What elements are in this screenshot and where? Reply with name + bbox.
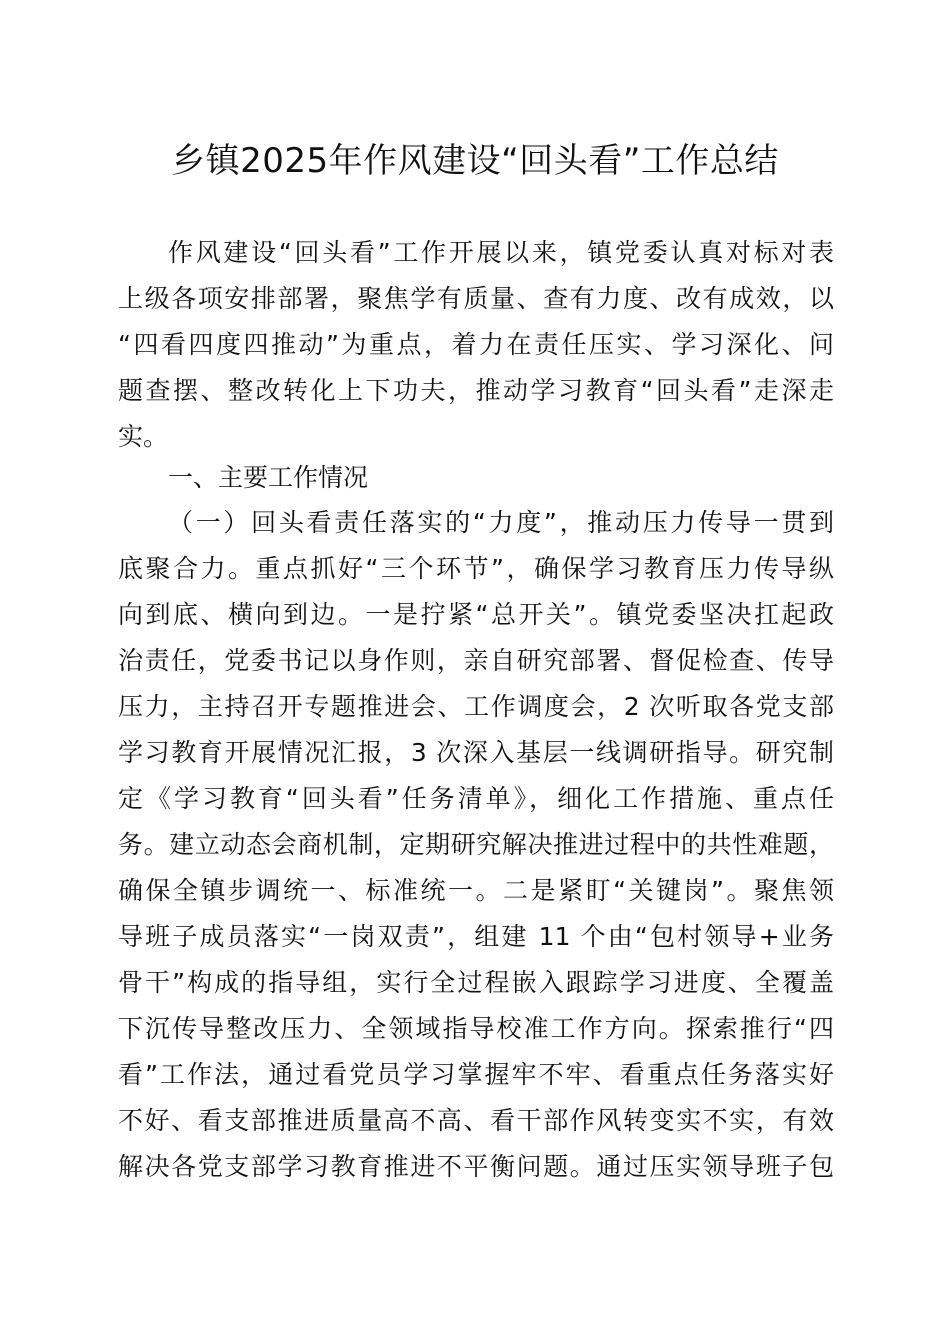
paragraph-line: 治责任，党委书记以身作则，亲自研究部署、督促检查、传导 [118, 646, 834, 675]
section1-paragraph [118, 500, 834, 1190]
section-heading-block [118, 455, 834, 501]
paragraph-line: 定《学习教育“回头看”任务清单》，细化工作措施、重点任 [118, 784, 834, 813]
paragraph-line: 作风建设“回头看”工作开展以来，镇党委认真对标对表 [168, 238, 834, 267]
paragraph-line: 上级各项安排部署，聚焦学有质量、查有力度、改有成效，以 [118, 284, 834, 313]
paragraph-line: “四看四度四推动”为重点，着力在责任压实、学习深化、问 [118, 330, 834, 359]
paragraph-line: 看”工作法，通过看党员学习掌握牢不牢、看重点任务落实好 [118, 1060, 834, 1089]
paragraph-line: （一）回头看责任落实的“力度”，推动压力传导一贯到 [168, 508, 834, 537]
paragraph-line: 务。建立动态会商机制，定期研究解决推进过程中的共性难题， [118, 830, 834, 859]
document-title: 乡镇2025年作风建设“回头看”工作总结 [171, 141, 779, 181]
paragraph-line: 确保全镇步调统一、标准统一。二是紧盯“关键岗”。聚焦领 [118, 876, 834, 905]
paragraph-line: 解决各党支部学习教育推进不平衡问题。通过压实领导班子包 [118, 1152, 834, 1181]
paragraph-line: 向到底、横向到边。一是拧紧“总开关”。镇党委坚决扛起政 [118, 600, 834, 629]
section-heading: 一、主要工作情况 [168, 463, 369, 492]
intro-paragraph [118, 230, 834, 460]
paragraph-line: 学习教育开展情况汇报，3 次深入基层一线调研指导。研究制 [118, 738, 834, 767]
paragraph-line: 下沉传导整改压力、全领域指导校准工作方向。探索推行“四 [118, 1014, 834, 1043]
paragraph-line: 导班子成员落实“一岗双责”，组建 11 个由“包村领导+业务 [118, 922, 834, 951]
paragraph-line: 底聚合力。重点抓好“三个环节”，确保学习教育压力传导纵 [118, 554, 834, 583]
paragraph-line: 不好、看支部推进质量高不高、看干部作风转变实不实，有效 [118, 1106, 834, 1135]
paragraph-line: 实。 [118, 422, 169, 451]
paragraph-line: 骨干”构成的指导组，实行全过程嵌入跟踪学习进度、全覆盖 [118, 968, 834, 997]
paragraph-line: 题查摆、整改转化上下功夫，推动学习教育“回头看”走深走 [118, 376, 834, 405]
paragraph-line: 压力，主持召开专题推进会、工作调度会，2 次听取各党支部 [118, 692, 834, 721]
